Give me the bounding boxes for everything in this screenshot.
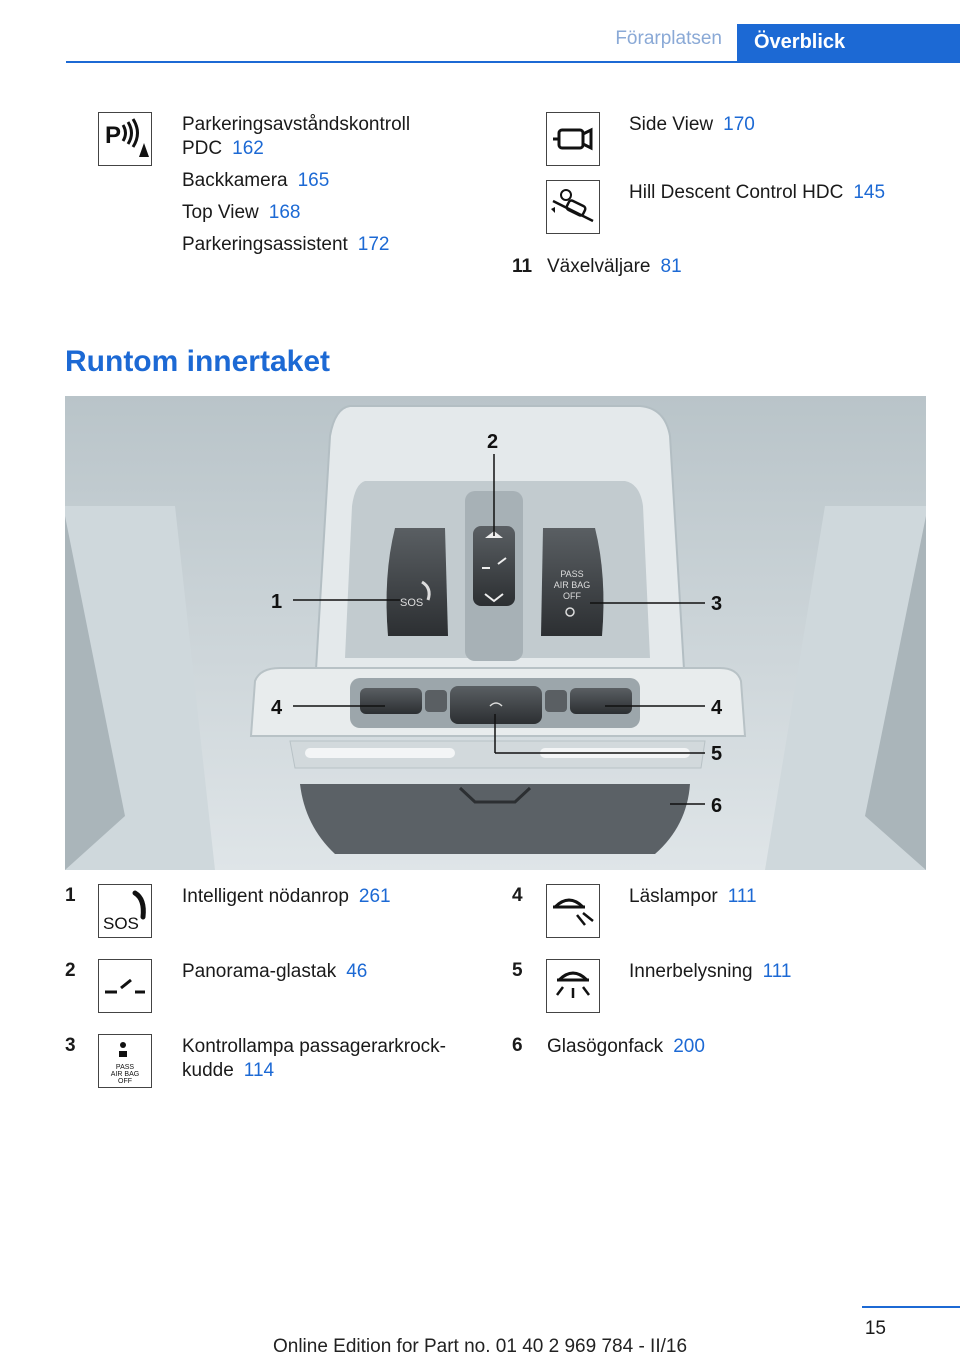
icon-text: OFF [118,1078,132,1085]
edition-note: Online Edition for Part no. 01 40 2 969 784 - II/16 [272,1336,688,1357]
legend-number: 5 [512,960,523,981]
reading-lamp-icon [546,884,600,938]
page-link[interactable]: 162 [232,138,264,159]
callout-4-left: 4 [271,697,283,719]
page-link[interactable]: 261 [358,886,391,907]
list-item-pdc [182,113,410,161]
page-link[interactable]: 114 [243,1060,275,1081]
item-number: 11 [512,256,533,277]
airbag-text-line: OFF [563,591,581,601]
list-item-label: Top View [182,202,259,223]
list-item-label: Hill Descent Control HDC [629,182,844,203]
legend-item-1 [182,885,391,909]
emergency-call-icon [98,884,152,938]
legend-label: Läslampor [629,886,718,907]
legend-item-6 [547,1035,705,1059]
section-tab[interactable]: Förarplatsen [615,28,722,49]
legend-label: Intelligent nödanrop [182,886,349,907]
legend-label: kudde [182,1060,234,1081]
legend-number: 4 [512,885,523,906]
list-item-label: Side View [629,114,714,135]
footer-rule [862,1306,960,1308]
section-title: Runtom innertaket [65,345,331,378]
page-link[interactable]: 145 [853,182,886,203]
legend-item-3 [182,1035,446,1083]
panorama-roof-icon [98,959,152,1013]
legend-label: Glasögonfack [547,1036,664,1057]
page-link[interactable]: 165 [297,170,330,191]
page-link[interactable]: 170 [723,114,755,135]
page-link[interactable]: 172 [357,234,390,255]
page-link[interactable]: 111 [762,961,792,982]
list-item-label: Parkeringsavståndskontroll [182,114,411,135]
legend-item-4 [629,885,757,909]
callout-3: 3 [711,593,723,615]
airbag-text-line: AIR BAG [553,580,591,590]
legend-number: 2 [65,960,76,981]
sos-button-text: SOS [400,597,424,609]
page-link[interactable]: 168 [268,202,301,223]
legend-number: 6 [512,1035,523,1056]
list-item-label: Backkamera [182,170,288,191]
legend-number: 1 [65,885,76,906]
page-link[interactable]: 46 [346,961,368,982]
icon-text: AIR BAG [110,1071,140,1078]
header-rule [66,61,960,63]
page-link[interactable]: 81 [660,256,682,277]
svg-text:SOS: SOS [103,914,139,933]
legend-label: Panorama-glastak [182,961,337,982]
icon-text: PASS [115,1064,135,1071]
active-tab[interactable]: Överblick [737,24,960,61]
page-header [0,24,960,62]
page-number: 15 [864,1318,886,1339]
list-item-label: Växelväljare [547,256,651,277]
list-item-vaxelvaljare [547,255,682,279]
interior-light-icon [546,959,600,1013]
overhead-console-figure [65,396,926,870]
hill-descent-icon [546,180,600,234]
page-link[interactable]: 200 [673,1036,705,1057]
legend-label: Kontrollampa passagerarkrock- [182,1036,447,1057]
legend-item-5 [629,960,791,984]
callout-2: 2 [487,431,499,453]
svg-text:P: P [105,122,122,149]
list-item-label: Parkeringsassistent [182,234,348,255]
callout-4-right: 4 [711,697,723,719]
callout-1: 1 [271,591,283,613]
list-item-side-view [629,113,755,137]
legend-label: Innerbelysning [629,961,753,982]
legend-item-2 [182,960,367,984]
page-link[interactable]: 111 [727,886,757,907]
legend-number: 3 [65,1035,76,1056]
callout-5: 5 [711,743,723,765]
list-item-parkeringsassistent [182,233,390,257]
passenger-airbag-off-icon [98,1034,152,1088]
pdc-icon [98,112,152,166]
list-item-backkamera [182,169,329,193]
side-view-icon [546,112,600,166]
list-item-hdc [629,181,885,205]
airbag-text-line: PASS [560,569,584,579]
list-item-label: PDC [182,138,223,159]
list-item-top-view [182,201,300,225]
callout-6: 6 [711,795,723,817]
